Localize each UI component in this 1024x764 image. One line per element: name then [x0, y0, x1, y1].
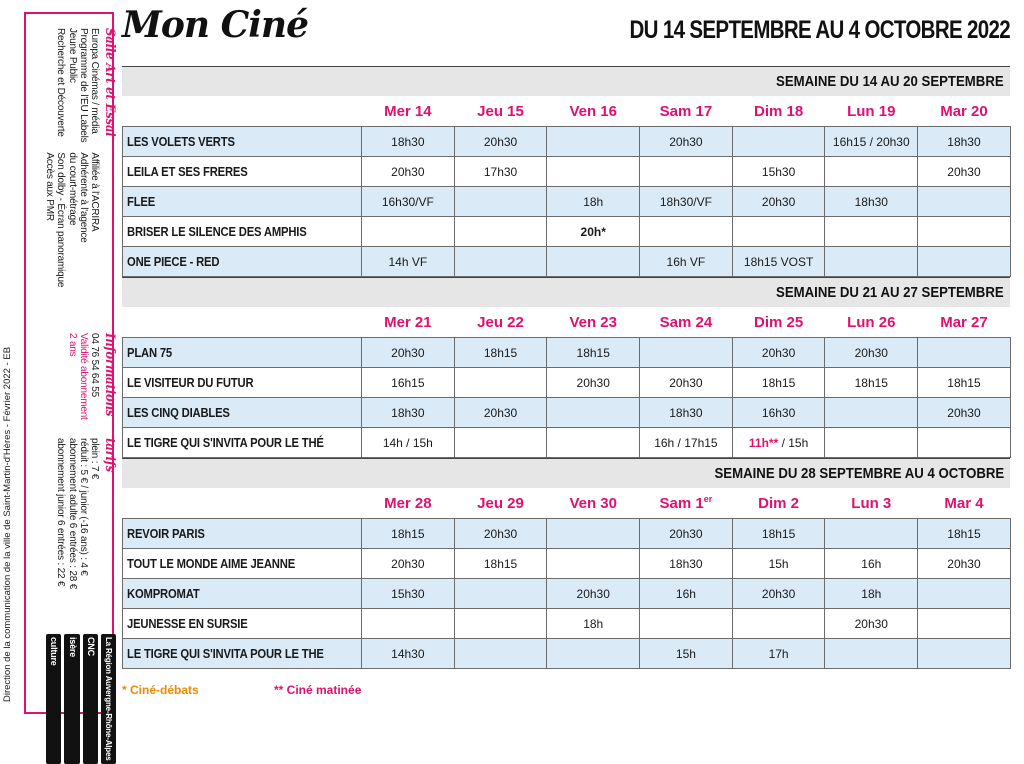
- showtime-cell: 18h30: [362, 398, 455, 428]
- showtime-cell: 20h30: [362, 157, 455, 187]
- showtime-cell: [918, 338, 1011, 368]
- showtime-cell: 16h / 17h15: [640, 428, 733, 458]
- showtime-cell: [825, 639, 918, 669]
- validity-line-2: 2 ans: [66, 333, 78, 357]
- showtime-cell: 18h15: [547, 338, 640, 368]
- tarif-line: abonnement adulte 6 entrées : 28 €: [66, 438, 78, 590]
- validity-line-1: Validité abonnement: [77, 333, 89, 420]
- showtime-cell: 18h30: [825, 187, 918, 217]
- showtime-cell: 15h: [732, 549, 825, 579]
- sidebar-rotated-content: [28, 28, 117, 761]
- showtime-cell: 20h30: [732, 338, 825, 368]
- film-title: LES VOLETS VERTS: [127, 134, 235, 149]
- film-title-cell: [123, 428, 362, 458]
- film-title-cell: [123, 579, 362, 609]
- page-title: Mon Ciné: [122, 4, 308, 46]
- showtime-cell: 18h15: [825, 368, 918, 398]
- day-header: Mer 14: [362, 96, 455, 127]
- showtime-cell: 18h15: [918, 368, 1011, 398]
- showtime-cell: 15h30: [732, 157, 825, 187]
- film-title: LES CINQ DIABLES: [127, 405, 230, 420]
- culture-logo: culture: [46, 634, 61, 764]
- day-header: Sam 17: [640, 96, 733, 127]
- credit-line: Direction de la communication de la ville de Saint-Martin-d'Hères - Février 2022 - EB: [2, 346, 13, 702]
- label-line: du court-métrage: [66, 152, 78, 226]
- day-header-row: [123, 96, 1011, 127]
- day-header: Mar 27: [918, 307, 1011, 338]
- label-line: Accès aux PMR: [44, 152, 56, 221]
- showtime-cell: 20h30: [732, 579, 825, 609]
- showtime-cell: [547, 127, 640, 157]
- showtime-cell: [640, 157, 733, 187]
- film-row: [123, 398, 1011, 428]
- showtime-cell: 16h30/VF: [362, 187, 455, 217]
- day-header: Dim 25: [732, 307, 825, 338]
- film-title-cell: [123, 217, 362, 247]
- showtime-cell: [547, 519, 640, 549]
- showtime-cell: [362, 609, 455, 639]
- showtime-cell: 16h: [825, 549, 918, 579]
- showtime-cell: [547, 428, 640, 458]
- film-row: [123, 549, 1011, 579]
- tarifs-title: tarifs: [102, 438, 117, 472]
- showtime-cell: 16h30: [732, 398, 825, 428]
- label-line: Programme de l'EU Labels: [77, 28, 89, 143]
- week-label: SEMAINE DU 28 SEPTEMBRE AU 4 OCTOBRE: [714, 465, 1004, 482]
- showtime-cell: [640, 338, 733, 368]
- day-header: Dim 18: [732, 96, 825, 127]
- showtime-cell: 14h / 15h: [362, 428, 455, 458]
- sidebar-labels-block: [44, 28, 116, 287]
- week-table: [122, 488, 1011, 669]
- showtime-cell: 18h15 VOST: [732, 247, 825, 277]
- showtime-cell: [640, 217, 733, 247]
- week-table: [122, 96, 1011, 277]
- showtime-cell: 20h30: [825, 338, 918, 368]
- day-header: Mar 20: [918, 96, 1011, 127]
- tarif-line: plein : 7 €: [89, 438, 100, 480]
- showtime-cell: 16h: [640, 579, 733, 609]
- showtime-cell: [732, 127, 825, 157]
- day-header: Jeu 22: [454, 307, 547, 338]
- day-header: Ven 23: [547, 307, 640, 338]
- day-header: Lun 26: [825, 307, 918, 338]
- film-title-cell: [123, 338, 362, 368]
- showtime-cell: 20h30: [918, 157, 1011, 187]
- showtime-cell: [454, 217, 547, 247]
- film-column-header: [123, 307, 362, 338]
- showtime-cell: 18h: [547, 609, 640, 639]
- film-row: [123, 247, 1011, 277]
- showtime-cell: 20h30: [640, 519, 733, 549]
- label-line: Adhérente à l'agence: [77, 152, 89, 243]
- showtime-cell: 20h30: [454, 398, 547, 428]
- showtime-cell: [825, 157, 918, 187]
- showtime-cell: [454, 609, 547, 639]
- day-header: Dim 2: [732, 488, 825, 519]
- showtime-cell: 18h30: [918, 127, 1011, 157]
- legend-cine-debats: * Ciné-débats: [122, 683, 199, 697]
- showtime-cell: [918, 247, 1011, 277]
- showtime-cell: 18h15: [454, 549, 547, 579]
- film-title-cell: [123, 549, 362, 579]
- film-row: [123, 157, 1011, 187]
- film-title: KOMPROMAT: [127, 586, 200, 601]
- showtime-cell: [825, 398, 918, 428]
- info-sidebar: [24, 12, 117, 761]
- showtime-cell: 17h30: [454, 157, 547, 187]
- film-title-cell: [123, 609, 362, 639]
- showtime-cell: [454, 579, 547, 609]
- showtime-cell: 20h30: [918, 398, 1011, 428]
- showtime-cell: [825, 428, 918, 458]
- showtime-cell: [825, 217, 918, 247]
- showtime-cell: 14h30: [362, 639, 455, 669]
- film-title: ONE PIECE - RED: [127, 254, 220, 269]
- showtime-cell: 18h30: [640, 549, 733, 579]
- day-header: Jeu 29: [454, 488, 547, 519]
- sidebar-title: Salle Art et Essai: [102, 28, 117, 137]
- showtime-cell: 18h15: [362, 519, 455, 549]
- showtime-cell: 17h: [732, 639, 825, 669]
- showtime-cell: 20h30: [547, 368, 640, 398]
- day-header: Jeu 15: [454, 96, 547, 127]
- film-column-header: [123, 96, 362, 127]
- film-title-cell: [123, 639, 362, 669]
- showtime-cell: 18h15: [918, 519, 1011, 549]
- showtime-cell: 18h: [547, 187, 640, 217]
- showtime-cell: [732, 217, 825, 247]
- showtime-cell: [918, 217, 1011, 247]
- showtime-cell: 20h30: [732, 187, 825, 217]
- film-row: [123, 368, 1011, 398]
- showtime-cell: 18h30/VF: [640, 187, 733, 217]
- showtime-cell: [547, 549, 640, 579]
- label-line: Jeune Public: [66, 28, 78, 83]
- film-row: [123, 338, 1011, 368]
- labels-column-1: [44, 28, 100, 142]
- isere-logo: isère: [64, 634, 79, 764]
- film-title: JEUNESSE EN SURSIE: [127, 616, 248, 631]
- film-title-cell: [123, 247, 362, 277]
- day-header-row: [123, 488, 1011, 519]
- info-title: Informations: [102, 333, 117, 417]
- region-logo: La Région Auvergne-Rhône-Alpes: [101, 634, 116, 764]
- film-title: PLAN 75: [127, 345, 173, 360]
- showtime-cell: 20h30: [640, 368, 733, 398]
- film-title: TOUT LE MONDE AIME JEANNE: [127, 556, 296, 571]
- showtime-cell: [918, 579, 1011, 609]
- day-header-row: [123, 307, 1011, 338]
- showtime-cell: 20h30: [640, 127, 733, 157]
- label-line: Affiliée à l'ACRIRA: [89, 152, 100, 232]
- showtime-cell: [454, 639, 547, 669]
- showtime-cell: 18h15: [454, 338, 547, 368]
- legend-cine-matinee: ** Ciné matinée: [274, 683, 362, 697]
- showtime-cell: [918, 639, 1011, 669]
- showtime-cell: [547, 247, 640, 277]
- showtime-cell: [547, 157, 640, 187]
- week-header: [122, 277, 1010, 307]
- showtime-cell: 18h30: [640, 398, 733, 428]
- day-header: Sam 1er: [640, 488, 733, 519]
- showtime-cell: 16h15 / 20h30: [825, 127, 918, 157]
- showtime-cell: 18h15: [732, 519, 825, 549]
- showtime-cell: 15h: [640, 639, 733, 669]
- showtime-cell: [454, 187, 547, 217]
- showtime-cell: 20h30: [454, 519, 547, 549]
- showtime-cell: 14h VF: [362, 247, 455, 277]
- showtime-cell: 20h*: [547, 217, 640, 247]
- showtime-cell: 18h30: [362, 127, 455, 157]
- showtime-cell: [454, 247, 547, 277]
- showtime-cell: [362, 217, 455, 247]
- week-table: [122, 307, 1011, 458]
- film-title-cell: [123, 157, 362, 187]
- sidebar-info-block: [66, 333, 116, 420]
- showtime-cell: 20h30: [825, 609, 918, 639]
- showtime-cell: [454, 428, 547, 458]
- day-header: Ven 30: [547, 488, 640, 519]
- film-column-header: [123, 488, 362, 519]
- film-row: [123, 639, 1011, 669]
- film-row: [123, 519, 1011, 549]
- film-title-cell: [123, 519, 362, 549]
- showtime-cell: [918, 428, 1011, 458]
- film-row: [123, 187, 1011, 217]
- showtime-cell: 16h15: [362, 368, 455, 398]
- showtime-cell: [825, 519, 918, 549]
- showtime-cell: [547, 639, 640, 669]
- film-title-cell: [123, 368, 362, 398]
- showtime-cell: [454, 368, 547, 398]
- film-title-cell: [123, 187, 362, 217]
- showtime-cell: 15h30: [362, 579, 455, 609]
- label-line: Europa Cinémas / média: [89, 28, 100, 134]
- showtime-cell: [732, 609, 825, 639]
- film-title: FLEE: [127, 194, 156, 209]
- label-line: Recherche et Découverte: [55, 28, 67, 137]
- showtime-cell: 18h: [825, 579, 918, 609]
- day-header: Ven 16: [547, 96, 640, 127]
- sidebar-logos: [46, 634, 116, 764]
- showtime-cell: 20h30: [362, 549, 455, 579]
- film-row: [123, 217, 1011, 247]
- day-header: Lun 19: [825, 96, 918, 127]
- showtime-cell: [918, 187, 1011, 217]
- showtime-cell: [547, 398, 640, 428]
- week-label: SEMAINE DU 21 AU 27 SEPTEMBRE: [776, 284, 1004, 301]
- film-title-cell: [123, 398, 362, 428]
- film-title: BRISER LE SILENCE DES AMPHIS: [127, 224, 307, 239]
- week-header: [122, 66, 1010, 96]
- film-title: LE TIGRE QUI S'INVITA POUR LE THÉ: [127, 435, 324, 450]
- day-header: Mer 21: [362, 307, 455, 338]
- film-title-cell: [123, 127, 362, 157]
- phone-number: 04 76 54 64 55: [89, 333, 100, 397]
- showtime-cell: 20h30: [454, 127, 547, 157]
- week-label: SEMAINE DU 14 AU 20 SEPTEMBRE: [776, 73, 1004, 90]
- showtime-cell: 20h30: [918, 549, 1011, 579]
- sidebar-tarifs-block: [55, 438, 116, 589]
- showtime-cell: [918, 609, 1011, 639]
- film-title: REVOIR PARIS: [127, 526, 205, 541]
- showtime-cell: 20h30: [362, 338, 455, 368]
- cnc-logo: CNC: [83, 634, 98, 764]
- day-header: Mer 28: [362, 488, 455, 519]
- film-title: LE TIGRE QUI S'INVITA POUR LE THE: [127, 646, 324, 661]
- showtime-cell: [825, 247, 918, 277]
- film-title: LEILA ET SES FRERES: [127, 164, 248, 179]
- film-row: [123, 609, 1011, 639]
- showtime-cell: [640, 609, 733, 639]
- week-header: [122, 458, 1010, 488]
- label-line: Son dolby - Écran panoramique: [55, 152, 67, 288]
- showtime-cell: 18h15: [732, 368, 825, 398]
- day-header: Lun 3: [825, 488, 918, 519]
- showtime-cell: 20h30: [547, 579, 640, 609]
- showtime-cell: 16h VF: [640, 247, 733, 277]
- showtime-cell: 11h** / 15h: [732, 428, 825, 458]
- schedule: [122, 66, 1010, 669]
- film-row: [123, 127, 1011, 157]
- film-row: [123, 579, 1011, 609]
- labels-column-2: [44, 152, 100, 287]
- day-header: Sam 24: [640, 307, 733, 338]
- tarif-line: réduit : 5 € / junior (-16 ans) : 4 €: [77, 438, 89, 576]
- film-row: [123, 428, 1011, 458]
- film-title: LE VISITEUR DU FUTUR: [127, 375, 254, 390]
- period-title: DU 14 SEPTEMBRE AU 4 OCTOBRE 2022: [629, 16, 1010, 44]
- day-header: Mar 4: [918, 488, 1011, 519]
- tarif-line: abonnement junior 6 entrées : 22 €: [55, 438, 67, 587]
